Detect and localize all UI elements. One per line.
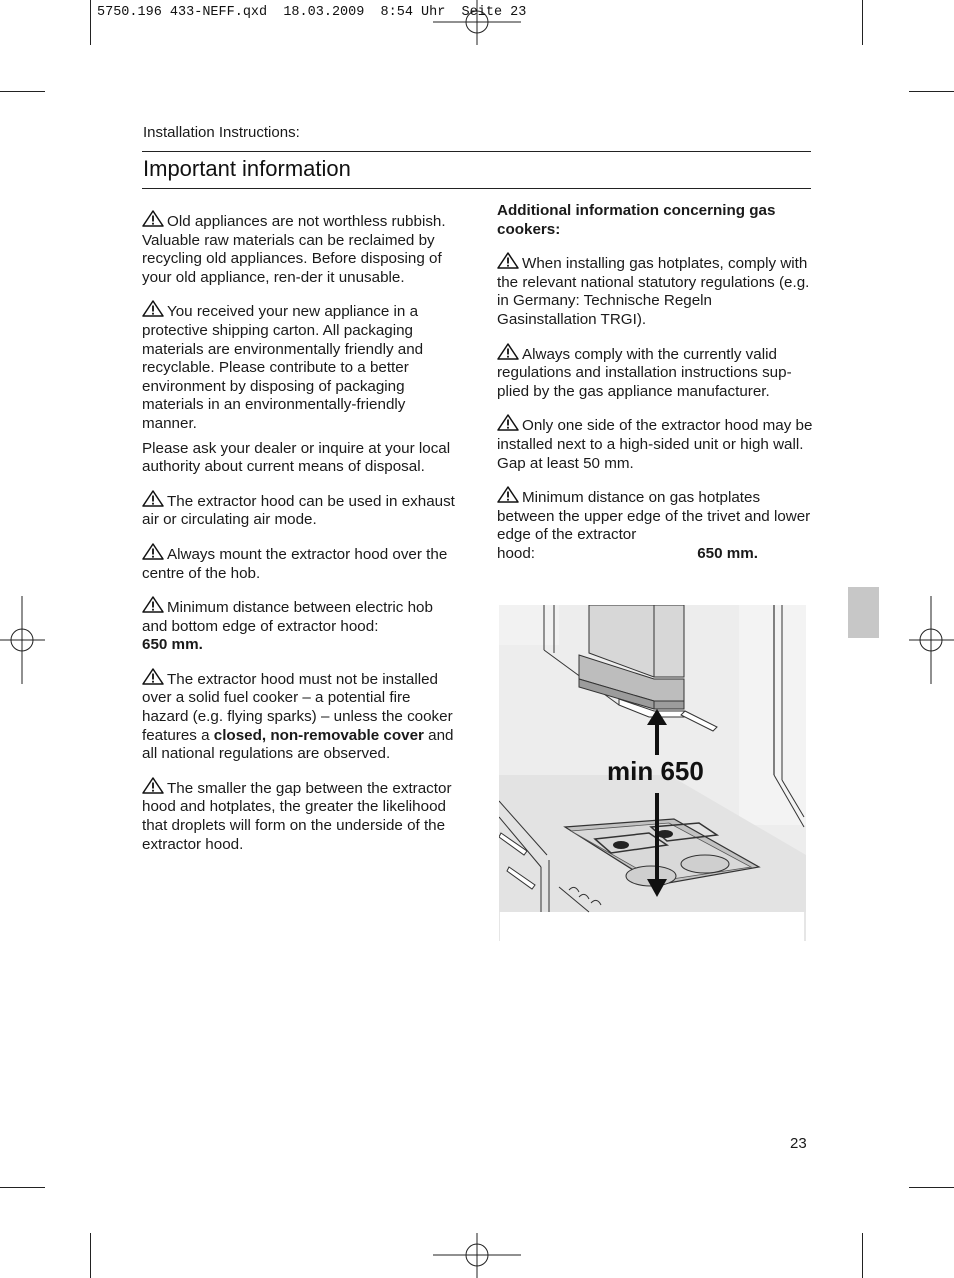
registration-mark-icon <box>0 596 45 684</box>
warning-triangle-icon <box>142 668 164 685</box>
print-slug-line: 5750.196 433-NEFF.qxd 18.03.2009 8:54 Uhr Seite 23 <box>97 5 527 20</box>
warning-triangle-icon <box>497 486 519 503</box>
crop-mark <box>90 0 91 45</box>
section-tab <box>848 587 879 638</box>
paragraph-text: You received your new appliance in a protective shipping carton. All packaging materials are environmentally friendly and recyclable. Please contribute to a better environment by disposing of packaging materials in an environmentally-friendly manner. <box>142 303 424 432</box>
paragraph-text: Always comply with the currently valid regulations and installation instructions sup-plied by the gas appliance manufacturer. <box>497 345 792 400</box>
paragraph-packaging <box>142 300 460 433</box>
section-label: Installation Instructions: <box>143 124 300 141</box>
crop-mark <box>862 0 863 45</box>
paragraph-old-appliances <box>142 210 460 287</box>
distance-value: 650 mm. <box>142 636 203 654</box>
crop-mark <box>909 91 954 92</box>
warning-triangle-icon <box>142 300 164 317</box>
min-distance-label: min 650 <box>607 756 704 786</box>
hood-distance-line <box>497 545 758 564</box>
warning-triangle-icon <box>497 252 519 269</box>
paragraph-text: Please ask your dealer or inquire at your local authority about current means of disposal. <box>142 439 451 476</box>
warning-triangle-icon <box>142 210 164 227</box>
paragraph-gas-distance <box>497 486 815 563</box>
title-rule-bottom <box>142 188 811 189</box>
page-title: Important information <box>143 156 351 181</box>
paragraph-solid-fuel <box>142 668 460 764</box>
paragraph-text: Always mount the extractor hood over the centre of the hob. <box>142 545 448 582</box>
paragraph-manufacturer-instructions <box>497 343 815 402</box>
crop-mark <box>909 1187 954 1188</box>
paragraph-text: The smaller the gap between the extractor hood and hotplates, the greater the likelihood that droplets will form on the underside of the extractor hood. <box>142 779 452 853</box>
crop-mark <box>90 1233 91 1278</box>
paragraph-disposal <box>142 440 460 477</box>
paragraph-text: The extractor hood can be used in exhaust air or circulating air mode. <box>142 492 455 529</box>
paragraph-text: Minimum distance between electric hob and bottom edge of extractor hood: <box>142 599 433 635</box>
hood-clearance-illustration <box>499 605 806 941</box>
registration-mark-icon <box>433 1233 521 1278</box>
paragraph-mount-centre <box>142 543 460 583</box>
warning-triangle-icon <box>142 777 164 794</box>
paragraph-electric-distance <box>142 596 460 655</box>
paragraph-text: Old appliances are not worthless rubbish. Valuable raw materials can be reclaimed by recycling old appliances. Before disposing of your old appliance, ren-der it unusable. <box>142 213 446 286</box>
paragraph-gas-regulations <box>497 252 815 329</box>
warning-triangle-icon <box>142 596 164 613</box>
paragraph-droplets <box>142 777 460 854</box>
crop-mark <box>0 91 45 92</box>
gas-distance-value: 650 mm. <box>697 544 758 562</box>
right-column <box>497 202 815 577</box>
paragraph-side-gap <box>497 414 815 473</box>
paragraph-text: and all national regulations are observed. <box>142 726 454 763</box>
gas-section-heading: Additional information concerning gas cookers: <box>497 202 776 238</box>
paragraph-air-mode <box>142 490 460 530</box>
paragraph-text: The extractor hood must not be installed over a solid fuel cooker – a potential fire hazard (e.g. flying sparks) – unless the cooker features a <box>142 670 453 744</box>
title-rule-top <box>142 151 811 152</box>
left-column <box>142 210 460 867</box>
paragraph-text: When installing gas hotplates, comply with the relevant national statutory regulations (e.g. in Germany: Technische Regeln Gasinstallation TRGI). <box>497 255 810 328</box>
warning-triangle-icon <box>142 543 164 560</box>
paragraph-emphasis: closed, non-removable cover <box>213 726 424 744</box>
paragraph-text: Minimum distance on gas hotplates between the upper edge of the trivet and lower edge of the extractor <box>497 489 811 544</box>
paragraph-text: Only one side of the extractor hood may be installed next to a high-sided unit or high wall. Gap at least 50 mm. <box>497 417 813 472</box>
crop-mark <box>0 1187 45 1188</box>
warning-triangle-icon <box>142 490 164 507</box>
page-number: 23 <box>790 1135 807 1152</box>
warning-triangle-icon <box>497 414 519 431</box>
crop-mark <box>862 1233 863 1278</box>
warning-triangle-icon <box>497 343 519 360</box>
registration-mark-icon <box>909 596 954 684</box>
hood-label: hood: <box>497 544 536 562</box>
